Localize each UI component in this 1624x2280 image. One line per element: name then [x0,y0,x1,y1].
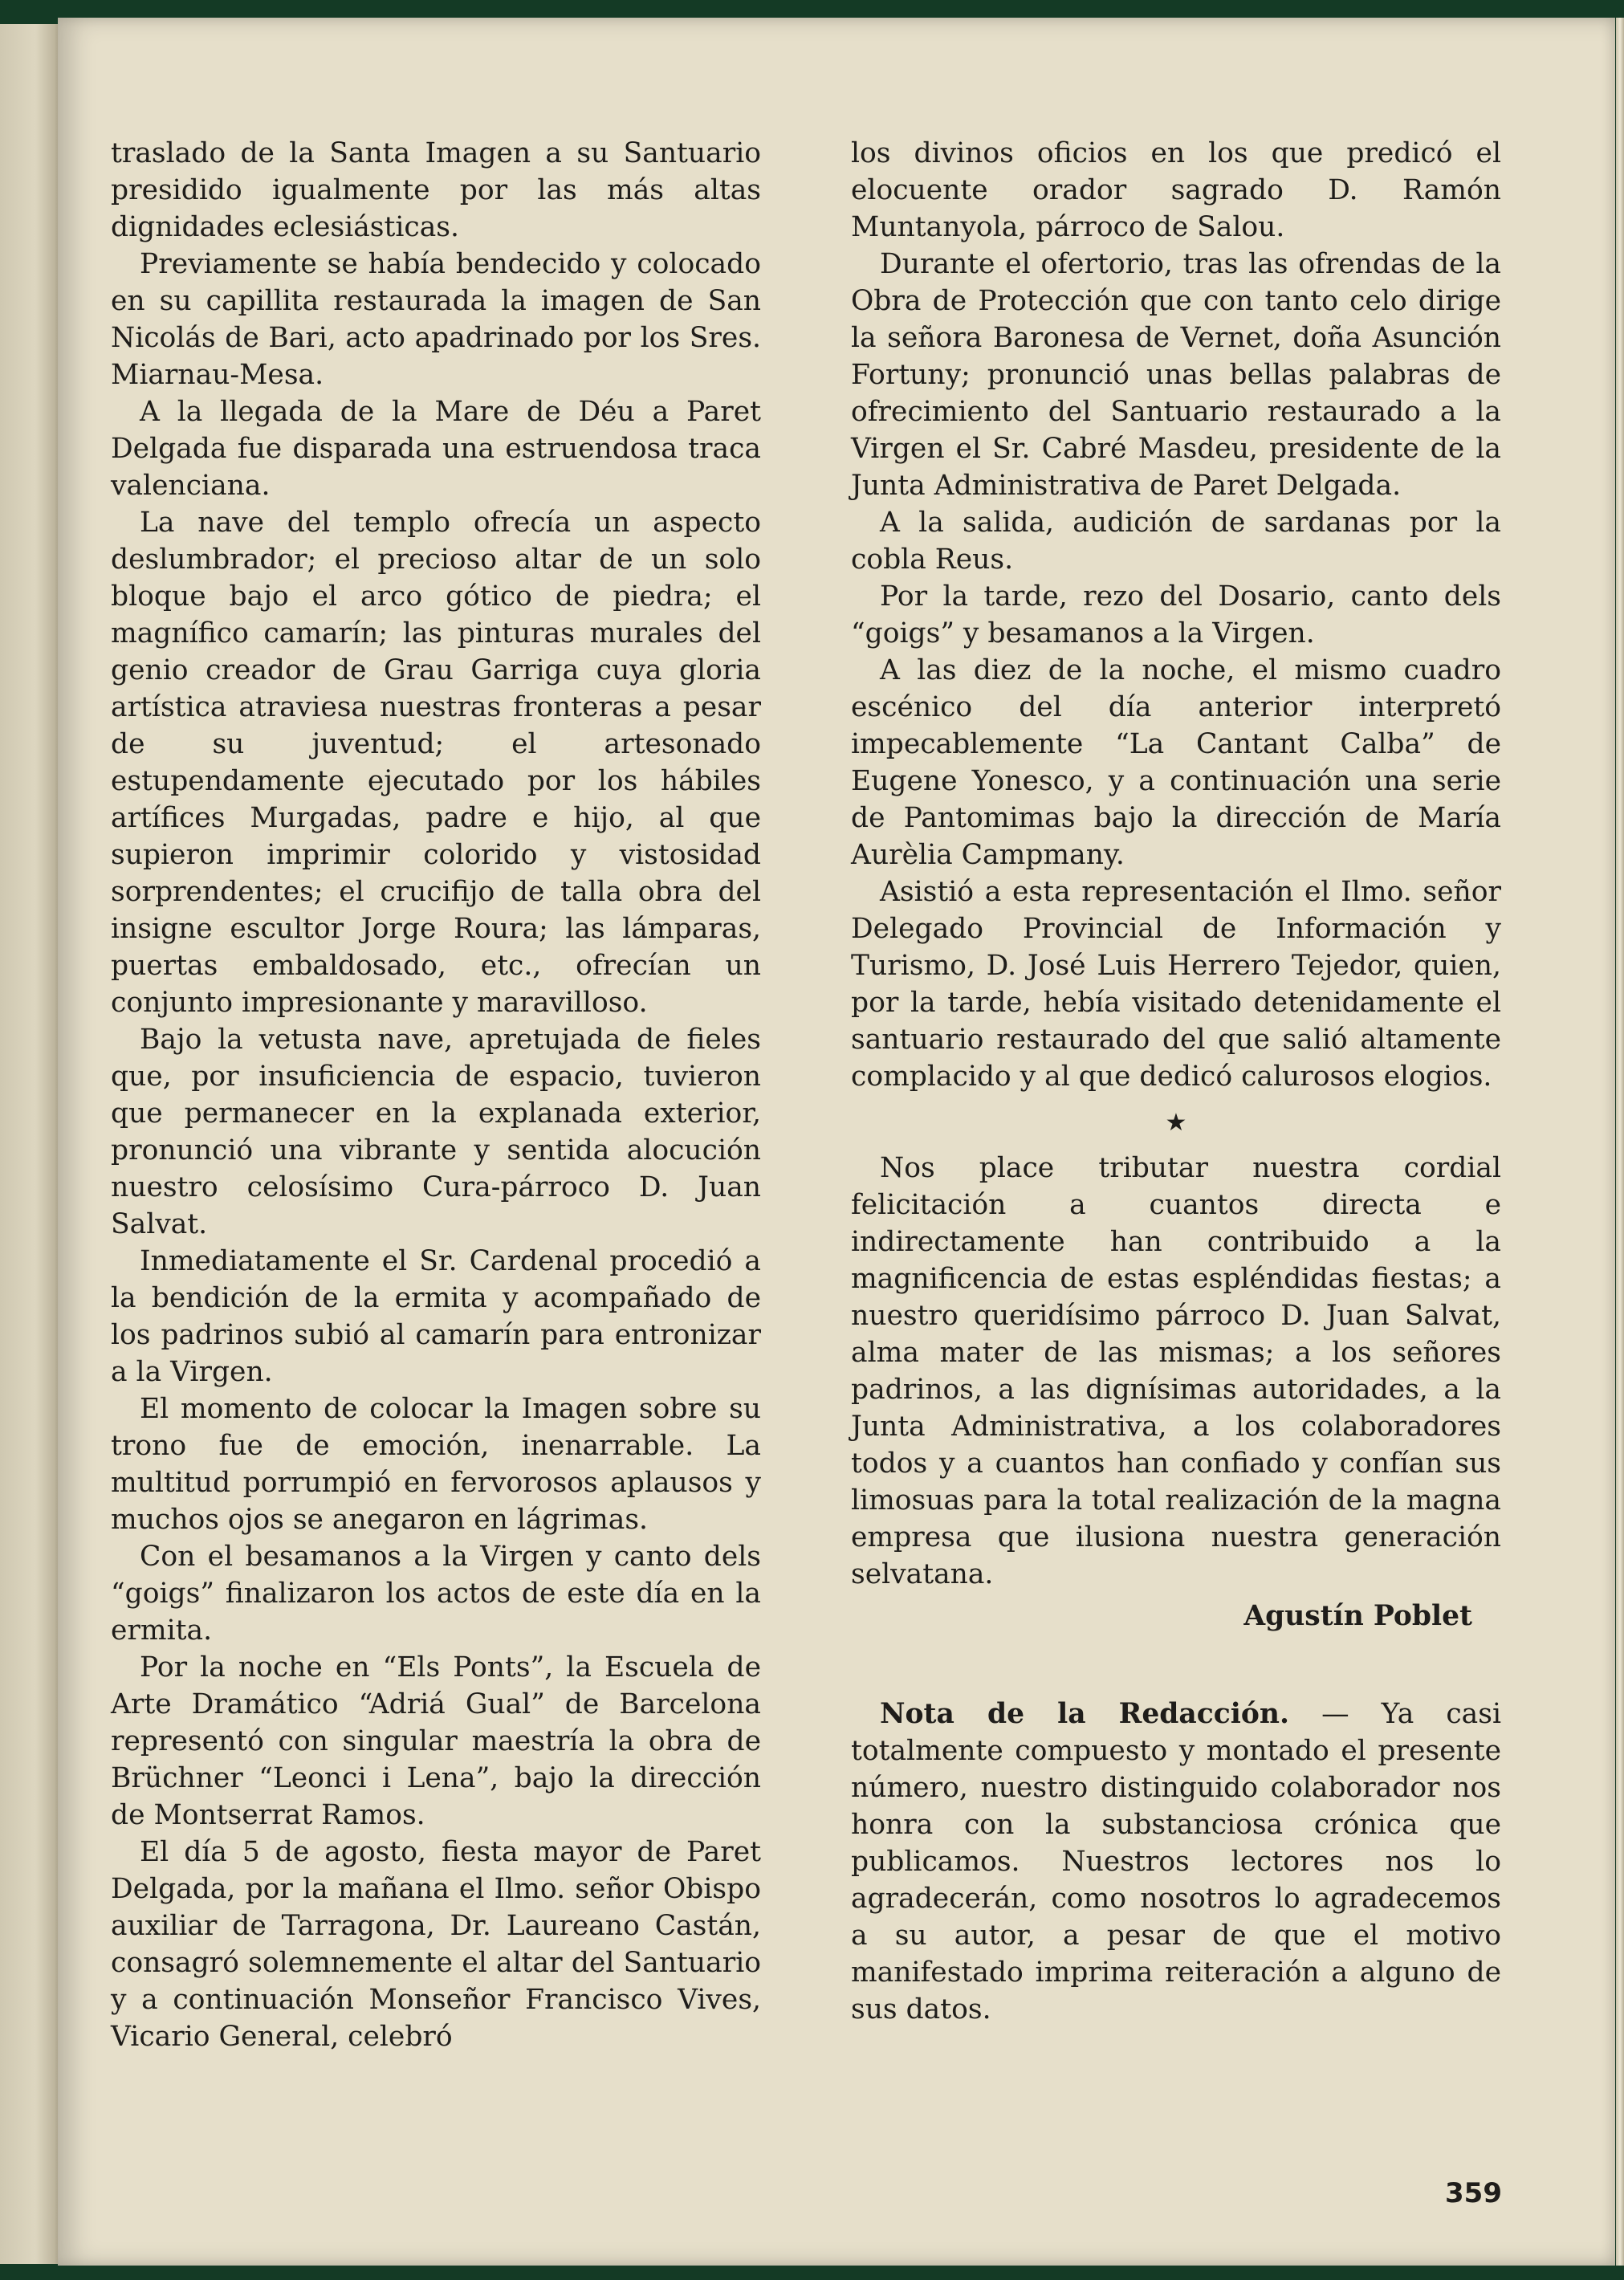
section-separator-star: ★ [1165,1109,1187,1137]
paragraph: Por la noche en “Els Ponts”, la Escuela de Arte Dramático “Adriá Gual” de Barcelona representó con singular maestría la obra de Brüchner “Leonci i Lena”, bajo la dirección de Montserrat Ramos. [111,1651,761,1831]
editorial-note [851,1696,1501,2028]
paragraph: Bajo la vetusta nave, apretujada de fieles que, por insuficiencia de espacio, tuvieron que permanecer en la explanada exterior, pronunció una vibrante y sentida alocución nuestro celosísimo Cura-párroco D. Juan Salvat. [111,1024,761,1240]
paragraph: Nos place tributar nuestra cordial felicitación a cuantos directa e indirectamente han contribuido a la magnificencia de estas espléndidas fiestas; a nuestro queridísimo párroco D. Juan Salvat, alma mater de las mismas; a los señores padrinos, a las dignísimas autoridades, a la Junta Administrativa, a los colaboradores todos y a cuantos han confiado y confían sus limosuas para la total realización de la magna empresa que ilusiona nuestra generación selvatana. [851,1152,1501,1590]
paragraph: Previamente se había bendecido y colocado en su capillita restaurada la imagen de San Nicolás de Bari, acto apadrinado por los Sres. Miarnau-Mesa. [111,248,761,391]
paragraph: Asistió a esta representación el Ilmo. señor Delegado Provincial de Información y Turismo, D. José Luis Herrero Tejedor, quien, por la tarde, hebía visitado detenidamente el santuario restaurado del que salió altamente complacido y al que dedicó calurosos elogios. [851,876,1501,1093]
right-column [851,135,1501,2028]
paragraph: A las diez de la noche, el mismo cuadro escénico del día anterior interpretó impecablemente “La Cantant Calba” de Eugene Yonesco, y a continuación una serie de Pantomimas bajo la dirección de María Aurèlia Campmany. [851,654,1501,871]
author-signature: Agustín Poblet [1243,1600,1472,1632]
paragraph: El día 5 de agosto, fiesta mayor de Paret Delgada, por la mañana el Ilmo. señor Obispo auxiliar de Tarragona, Dr. Laureano Castán, consagró solemnemente el altar del Santuario y a continuación Monseñor Francisco Vives, Vicario General, celebró [111,1836,761,2053]
paragraph: Por la tarde, rezo del Dosario, canto dels “goigs” y besamanos a la Virgen. [851,580,1501,649]
paragraph: A la salida, audición de sardanas por la cobla Reus. [851,507,1501,576]
page-edge [1616,18,1624,2266]
paragraph: los divinos oficios en los que predicó el elocuente orador sagrado D. Ramón Muntanyola, párroco de Salou. [851,137,1501,243]
paragraph: El momento de colocar la Imagen sobre su trono fue de emoción, inenarrable. La multitud porrumpió en fervorosos aplausos y muchos ojos se anegaron en lágrimas. [111,1393,761,1536]
book-spine [0,24,64,2264]
editorial-note-heading: Nota de la Redacción. [880,1698,1290,1730]
paragraph: La nave del templo ofrecía un aspecto deslumbrador; el precioso altar de un solo bloque bajo el arco gótico de piedra; el magnífico camarín; las pinturas murales del genio creador de Grau Garriga cuya gloria artística atraviesa nuestras fronteras a pesar de su juventud; el artesonado estupendamente ejecutado por los hábiles artífices Murgadas, padre e hijo, al que supieron imprimir colorido y vistosidad sorprendentes; el crucifijo de talla obra del insigne escultor Jorge Roura; las lámparas, puertas embaldosado, etc., ofrecían un conjunto impresionante y maravilloso. [111,507,761,1019]
facing-page-edge [0,24,64,2264]
paragraph: traslado de la Santa Imagen a su Santuario presidido igualmente por las más altas dignidades eclesiásticas. [111,137,761,243]
paragraph: Inmediatamente el Sr. Cardenal procedió a la bendición de la ermita y acompañado de los padrinos subió al camarín para entronizar a la Virgen. [111,1245,761,1388]
editorial-note-body: — Ya casi totalmente compuesto y montado el presente número, nuestro distinguido colaborador nos honra con la substanciosa crónica que publicamos. Nuestros lectores nos lo agradecerán, como nosotros lo agradecemos a su autor, a pesar de que el motivo manifestado imprima reiteración a alguno de sus datos. [851,1698,1501,2026]
paragraph: Durante el ofertorio, tras las ofrendas de la Obra de Protección que con tanto celo dirige la señora Baronesa de Vernet, doña Asunción Fortuny; pronunció unas bellas palabras de ofrecimiento del Santuario restaurado a la Virgen el Sr. Cabré Masdeu, presidente de la Junta Administrativa de Paret Delgada. [851,248,1501,502]
paragraph: Con el besamanos a la Virgen y canto dels “goigs” finalizaron los actos de este día en la ermita. [111,1541,761,1647]
page-number: 359 [1445,2177,1502,2209]
paragraph: A la llegada de la Mare de Déu a Paret Delgada fue disparada una estruendosa traca valenciana. [111,396,761,502]
left-column [111,135,761,2055]
